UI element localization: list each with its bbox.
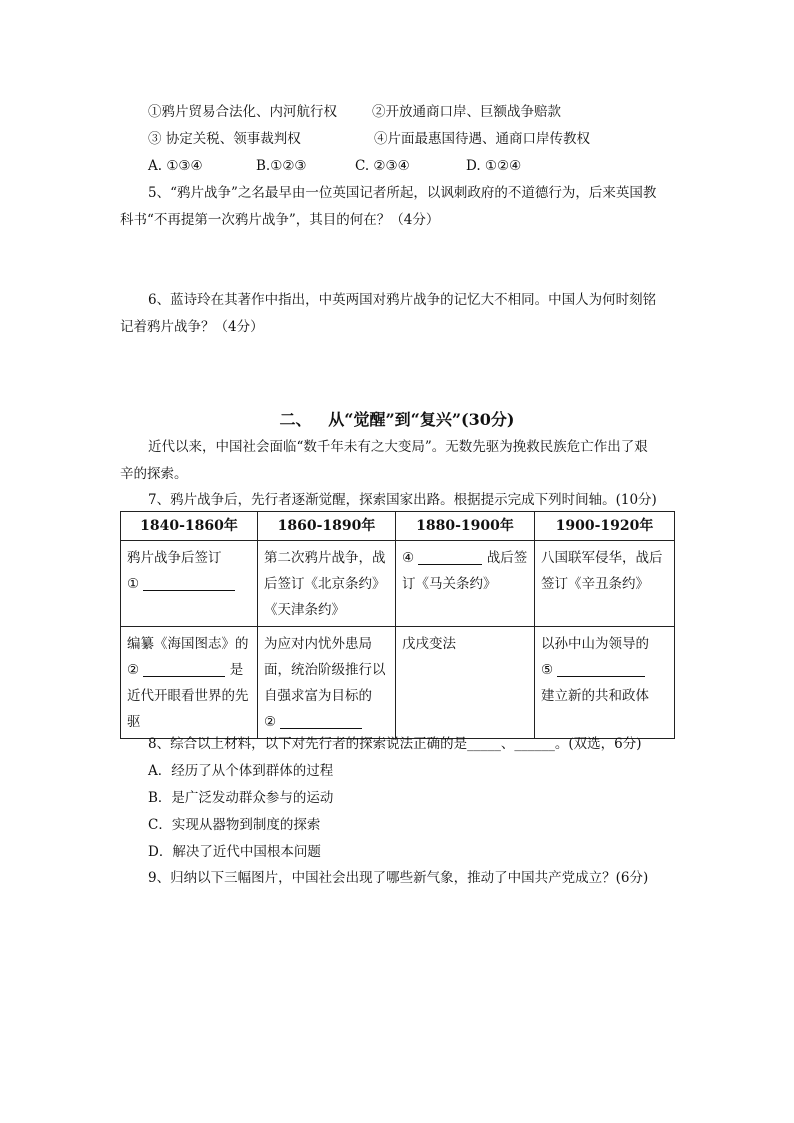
q4-choice-c: C. ②③④ xyxy=(355,158,410,174)
cell-text: 战后签订《马关条约》 xyxy=(402,550,528,592)
section-title: 二、 从“觉醒”到“复兴”(30分) xyxy=(279,410,515,429)
q8-option-c: C．实现从器物到制度的探索 xyxy=(148,817,321,833)
cell-text: 鸦片战争后签订 xyxy=(127,550,222,566)
q4-choice-d: D. ①②④ xyxy=(466,158,522,174)
cell-text: 为应对内忧外患局面，统治阶级推行以自强求富为目标的 xyxy=(264,636,386,704)
blank-2[interactable] xyxy=(143,660,225,677)
cell-r1-c1 xyxy=(121,541,258,627)
q6-line-1: 6、蓝诗玲在其著作中指出，中英两国对鸦片战争的记忆大不相同。中国人为何时刻铭 xyxy=(148,292,657,308)
q8-option-a: A．经历了从个体到群体的过程 xyxy=(148,763,334,779)
blank-3[interactable] xyxy=(280,712,362,729)
blank-marker: ② xyxy=(264,714,277,730)
cell-text: 以孙中山为领导的 xyxy=(541,636,649,652)
cell-r1-c4: 八国联军侵华，战后签订《辛丑条约》 xyxy=(535,541,675,627)
blank-marker: ① xyxy=(127,576,140,592)
section-intro-2: 辛的探索。 xyxy=(120,466,188,482)
header-1900-1920: 1900-1920年 xyxy=(535,512,675,541)
cell-r2-c1 xyxy=(121,627,258,739)
q4-option-2: ②开放通商口岸、巨额战争赔款 xyxy=(372,104,561,120)
q5-line-2: 科书“不再提第一次鸦片战争”，其目的何在？（4分） xyxy=(120,212,440,228)
q8-option-b: B．是广泛发动群众参与的运动 xyxy=(148,790,334,806)
q8-option-d: D．解决了近代中国根本问题 xyxy=(148,844,321,860)
section-intro-1: 近代以来，中国社会面临“数千年未有之大变局”。无数先驱为挽救民族危亡作出了艰 xyxy=(148,439,648,455)
q4-choice-a: A. ①③④ xyxy=(148,158,203,174)
header-1880-1900: 1880-1900年 xyxy=(396,512,535,541)
q5-line-1: 5、“鸦片战争”之名最早由一位英国记者所起，以讽刺政府的不道德行为，后来英国教 xyxy=(148,185,657,201)
cell-r1-c3 xyxy=(396,541,535,627)
q7-prompt: 7、鸦片战争后，先行者逐渐觉醒，探索国家出路。根据提示完成下列时间轴。(10分) xyxy=(148,492,657,508)
blank-1[interactable] xyxy=(143,574,235,591)
cell-r1-c2: 第二次鸦片战争，战后签订《北京条约》《天津条约》 xyxy=(258,541,396,627)
timeline-table xyxy=(120,511,675,739)
cell-r2-c2 xyxy=(258,627,396,739)
header-1840-1860: 1840-1860年 xyxy=(121,512,258,541)
q9-prompt: 9、归纳以下三幅图片，中国社会出现了哪些新气象，推动了中国共产党成立？(6分) xyxy=(148,870,649,886)
header-1860-1890: 1860-1890年 xyxy=(258,512,396,541)
q4-option-4: ④片面最惠国待遇、通商口岸传教权 xyxy=(374,131,590,147)
blank-5[interactable] xyxy=(557,660,645,677)
cell-text: 是近代开眼看世界的先驱 xyxy=(127,662,249,730)
blank-marker: ④ xyxy=(402,550,415,566)
blank-marker: ② xyxy=(127,662,140,678)
table-row xyxy=(121,541,675,627)
blank-marker: ⑤ xyxy=(541,662,554,678)
blank-4[interactable] xyxy=(418,548,482,565)
table-header-row xyxy=(121,512,675,541)
q4-option-1: ①鸦片贸易合法化、内河航行权 xyxy=(148,104,337,120)
q4-choice-b: B.①②③ xyxy=(256,158,307,174)
cell-r2-c3: 戊戌变法 xyxy=(396,627,535,739)
q8-prompt: 8、综合以上材料，以下对先行者的探索说法正确的是_____、______。(双选，6分) xyxy=(148,736,642,752)
cell-r2-c4 xyxy=(535,627,675,739)
q4-option-3: ③ 协定关税、领事裁判权 xyxy=(148,131,301,147)
cell-text: 编纂《海国图志》的 xyxy=(127,636,249,652)
q6-line-2: 记着鸦片战争？（4分） xyxy=(120,319,264,335)
cell-text: 建立新的共和政体 xyxy=(541,688,649,704)
table-row xyxy=(121,627,675,739)
